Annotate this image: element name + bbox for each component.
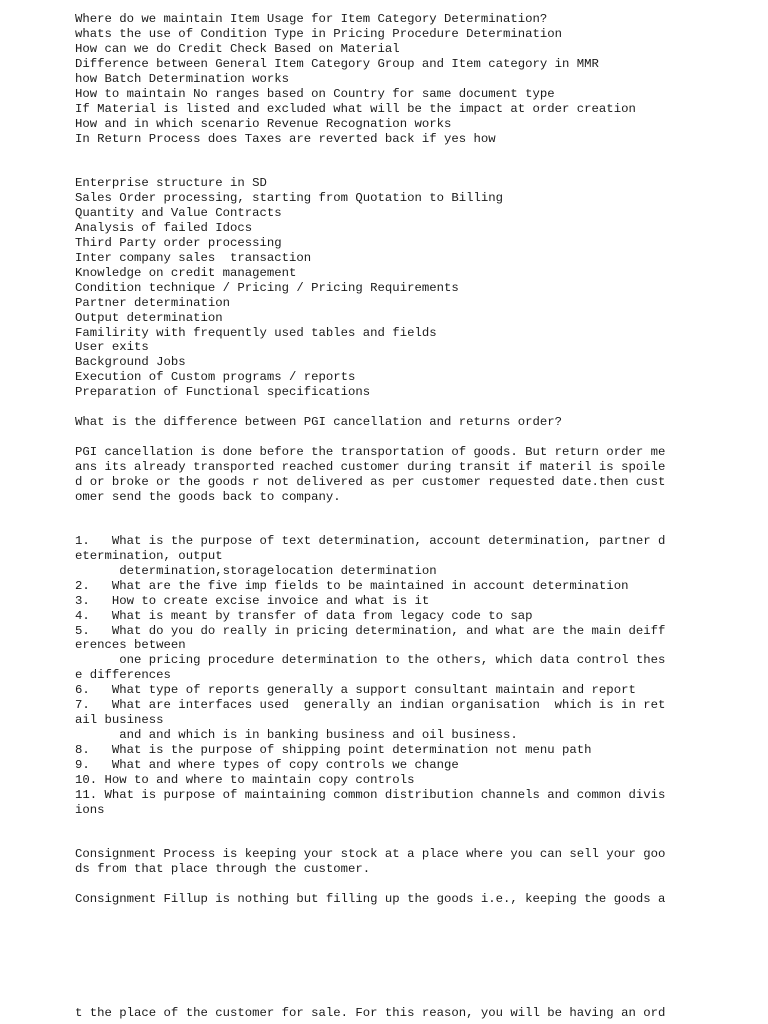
text-line: How to maintain No ranges based on Country for same document type <box>75 87 555 101</box>
text-line: how Batch Determination works <box>75 72 290 86</box>
text-line: Output determination <box>75 311 223 325</box>
text-line: 5. What do you do really in pricing determination, and what are the main deiff <box>75 624 666 638</box>
text-line: Partner determination <box>75 296 230 310</box>
text-line: Analysis of failed Idocs <box>75 221 253 235</box>
text-line: PGI cancellation is done before the transportation of goods. But return order me <box>75 445 666 459</box>
text-line: e differences <box>75 668 171 682</box>
text-line: determination,storagelocation determination <box>75 564 437 578</box>
text-line: erences between <box>75 638 186 652</box>
text-line: omer send the goods back to company. <box>75 490 341 504</box>
text-line: If Material is listed and excluded what will be the impact at order creation <box>75 102 636 116</box>
text-line: Knowledge on credit management <box>75 266 297 280</box>
text-line: How and in which scenario Revenue Recognation works <box>75 117 452 131</box>
text-line: t the place of the customer for sale. For this reason, you will be having an ord <box>75 1006 666 1020</box>
text-line: Consignment Fillup is nothing but filling up the goods i.e., keeping the goods a <box>75 892 666 906</box>
text-line: Difference between General Item Category Group and Item category in MMR <box>75 57 599 71</box>
text-line: 2. What are the five imp fields to be maintained in account determination <box>75 579 629 593</box>
text-line: 1. What is the purpose of text determination, account determination, partner d <box>75 534 666 548</box>
text-line: How can we do Credit Check Based on Material <box>75 42 400 56</box>
text-line: 7. What are interfaces used generally an indian organisation which is in ret <box>75 698 666 712</box>
text-line: Execution of Custom programs / reports <box>75 370 356 384</box>
text-line: Consignment Process is keeping your stock at a place where you can sell your goo <box>75 847 666 861</box>
text-line: Where do we maintain Item Usage for Item Category Determination? <box>75 12 548 26</box>
text-line: Background Jobs <box>75 355 186 369</box>
text-line: Quantity and Value Contracts <box>75 206 282 220</box>
text-line: Inter company sales transaction <box>75 251 312 265</box>
text-line: Familirity with frequently used tables and fields <box>75 326 437 340</box>
text-line: ans its already transported reached customer during transit if materil is spoile <box>75 460 666 474</box>
text-line: User exits <box>75 340 149 354</box>
text-line: 6. What type of reports generally a support consultant maintain and report <box>75 683 636 697</box>
text-line: one pricing procedure determination to the others, which data control thes <box>75 653 666 667</box>
text-line: d or broke or the goods r not delivered as per customer requested date.then cust <box>75 475 666 489</box>
text-line: 10. How to and where to maintain copy controls <box>75 773 415 787</box>
text-line: Condition technique / Pricing / Pricing Requirements <box>75 281 459 295</box>
text-line: Sales Order processing, starting from Quotation to Billing <box>75 191 504 205</box>
text-line: whats the use of Condition Type in Pricing Procedure Determination <box>75 27 563 41</box>
text-line: 11. What is purpose of maintaining common distribution channels and common divis <box>75 788 666 802</box>
text-line: 3. How to create excise invoice and what is it <box>75 594 430 608</box>
text-line: In Return Process does Taxes are reverted back if yes how <box>75 132 496 146</box>
text-line: 9. What and where types of copy controls we change <box>75 758 459 772</box>
text-line: and and which is in banking business and oil business. <box>75 728 518 742</box>
text-line: ds from that place through the customer. <box>75 862 371 876</box>
text-line: ions <box>75 803 105 817</box>
text-line: Enterprise structure in SD <box>75 176 267 190</box>
text-line: Preparation of Functional specifications <box>75 385 371 399</box>
text-line: What is the difference between PGI cancellation and returns order? <box>75 415 563 429</box>
text-line: Third Party order processing <box>75 236 282 250</box>
text-line: 8. What is the purpose of shipping point determination not menu path <box>75 743 592 757</box>
text-line: etermination, output <box>75 549 223 563</box>
text-line: ail business <box>75 713 164 727</box>
text-line: 4. What is meant by transfer of data from legacy code to sap <box>75 609 533 623</box>
